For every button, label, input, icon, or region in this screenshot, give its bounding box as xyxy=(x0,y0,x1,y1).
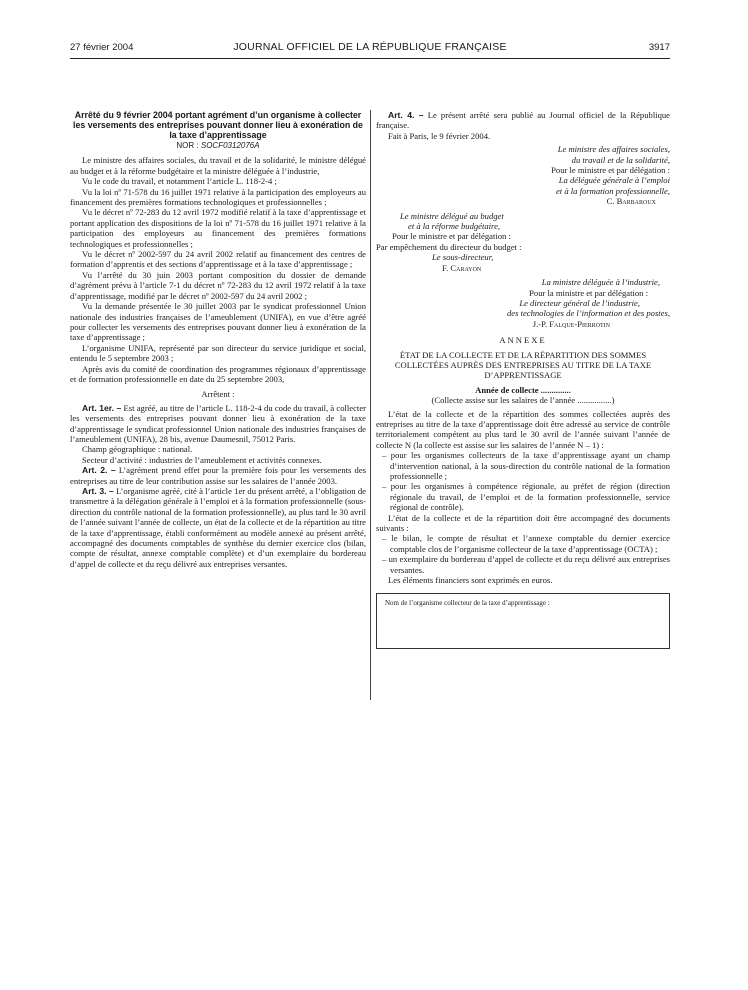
arretent-heading: Arrêtent : xyxy=(201,389,235,400)
preamble-paragraph: Vu la demande présentée le 30 juillet 2003 par le syndicat professionnel Union nationale des industries françaises de l’ameublement (UNIFA), en vue d’être agréé pour collecter les versements des entreprises pouvant donner lieu à exonération de la taxe d’apprentissage ; xyxy=(70,301,366,343)
signatory-role: Le sous-directeur, xyxy=(432,252,494,263)
signature-block-3 xyxy=(376,277,670,329)
list-item: – un exemplaire du bordereau d’appel de collecte et du reçu délivré aux entreprises versantes. xyxy=(382,554,670,575)
geographic-scope: Champ géographique : national. xyxy=(82,444,193,455)
signatory-role: Le ministre des affaires sociales, xyxy=(557,144,670,155)
left-column xyxy=(70,110,366,569)
signatory-role: du travail et de la solidarité, xyxy=(571,154,670,165)
article-3-text: L’organisme agréé, cité à l’article 1er du présent arrêté, a l’obligation de transmettre à la délégation générale à l’emploi et à la formation professionnelle (sous-direction du contrôle national de la formation professionnelle), au plus tard le 30 avril de l’année suivant l’année de collecte, un état de la collecte et de la répartition au titre de la taxe d’apprentissage, établi conformément au modèle annexé au présent arrêté, accompagné des documents comptables de synthèse du dernier exercice clos (bilan, compte de résultat, annexe comptable complète) et d’un exemplaire du bordereau d’appel de collecte et du reçu délivré aux entreprises versantes. xyxy=(70,486,366,569)
signatory-role: et à la formation professionnelle, xyxy=(555,185,670,196)
article-3-label: Art. 3. – xyxy=(82,486,114,496)
signatory-role: des technologies de l’information et des postes, xyxy=(506,308,670,319)
signatory-role: Le directeur général de l’industrie, xyxy=(519,297,640,308)
annex-paragraph: Les éléments financiers sont exprimés en euros. xyxy=(388,575,553,586)
signature-block-2 xyxy=(376,211,670,273)
signatory-name: C. Barbaroux xyxy=(606,196,656,207)
delegation-line: Pour le ministre et par délégation : xyxy=(392,231,511,242)
preamble-paragraph: Vu le code du travail, et notamment l’article L. 118-2-4 ; xyxy=(82,176,277,187)
header-rule xyxy=(70,58,670,59)
preamble-paragraph: Vu le décret nº 72-283 du 12 avril 1972 modifié relatif à la taxe d’apprentissage et portant application des dispositions de la loi nº 71-578 du 16 juillet 1971 relative à la participation des employeurs au financement des premières formations technologiques et professionnelles ; xyxy=(70,207,366,249)
article-4-label: Art. 4. – xyxy=(388,110,424,120)
article-2 xyxy=(70,465,366,486)
list-item: – le bilan, le compte de résultat et l’annexe comptable du dernier exercice comptable clos de l’organisme collecteur de la taxe d’apprentissage (OCTA) ; xyxy=(382,533,670,554)
preamble-paragraph: Vu l’arrêté du 30 juin 2003 portant composition du dossier de demande d’agrément prévu à l’article 7-1 du décret nº 72-283 du 12 avril 1972 relatif à la taxe d’apprentissage, modifié par le décret nº 2002-597 du 24 avril 2002 ; xyxy=(70,269,366,301)
article-1-label: Art. 1er. – xyxy=(82,402,122,413)
issue-date: 27 février 2004 xyxy=(70,42,134,53)
article-2-label: Art. 2. – xyxy=(82,465,116,476)
annex-heading: ANNEXE xyxy=(499,335,547,346)
annex-paragraph: L’état de la collecte et de la répartition doit être accompagné des documents suivants : xyxy=(376,512,670,534)
collector-name-label: Nom de l’organisme collecteur de la taxe d’apprentissage : xyxy=(385,599,550,608)
activity-sector: Secteur d’activité : industries de l’ameublement et activités connexes. xyxy=(82,454,322,465)
page-number: 3917 xyxy=(648,42,670,53)
collection-year: Année de collecte .............. xyxy=(475,384,571,395)
signatory-role: Le ministre délégué au budget xyxy=(400,210,504,221)
annex-title: ÉTAT DE LA COLLECTE ET DE LA RÉPARTITION DES SOMMES COLLECTÉES AUPRÈS DES ENTREPRISES AU TITRE DE LA TAXE D’APPRENTISSAGE xyxy=(394,349,652,381)
preamble-paragraph: Vu le décret nº 2002-597 du 24 avril 2002 relatif au financement des centres de formation d’apprentis et des sections d’apprentissage et à la taxe d’apprentissage ; xyxy=(70,249,366,270)
article-4-text: Le présent arrêté sera publié au Journal officiel de la République française. xyxy=(376,110,670,131)
delegation-line: Par empêchement du directeur du budget : xyxy=(376,241,522,252)
signatory-role: La ministre déléguée à l’industrie, xyxy=(541,277,660,288)
preamble-paragraph: Après avis du comité de coordination des programmes régionaux d’apprentissage et de formation professionnelle en date du 25 septembre 2003, xyxy=(70,363,366,384)
journal-title: JOURNAL OFFICIEL DE LA RÉPUBLIQUE FRANÇAISE xyxy=(233,41,507,53)
signatory-role: et à la réforme budgétaire, xyxy=(408,221,501,232)
nor-label: NOR : xyxy=(176,141,199,150)
delegation-line: Pour le ministre et par délégation : xyxy=(551,165,670,176)
list-item: – pour les organismes à compétence régionale, au préfet de région (direction régionale du travail, de l’emploi et de la formation professionnelle, service régional de contrôle). xyxy=(382,481,670,513)
nor-reference xyxy=(70,141,366,151)
preamble-paragraph: L’organisme UNIFA, représenté par son directeur du service juridique et social, entendu le 5 septembre 2003 ; xyxy=(70,342,366,364)
signatory-name: F. Carayon xyxy=(442,262,482,273)
collector-name-box xyxy=(376,593,670,649)
article-2-text: L’agrément prend effet pour la première fois pour les versements des entreprises au titre de leur contribution assise sur les salaires de l’année 2003. xyxy=(70,465,366,486)
list-item: – pour les organismes collecteurs de la taxe d’apprentissage ayant un champ d’intervention national, à la sous-direction du contrôle national de la formation professionnelle ; xyxy=(382,450,670,481)
article-3 xyxy=(70,486,366,569)
collection-year-note: (Collecte assise sur les salaires de l’année ................) xyxy=(431,395,615,406)
delegation-line: Pour la ministre et par délégation : xyxy=(529,287,648,298)
signatory-role: La déléguée générale à l’emploi xyxy=(558,175,670,186)
decree-title: Arrêté du 9 février 2004 portant agrément d’un organisme à collecter les versements des entreprises pouvant donner lieu à exonération de la taxe d’apprentissage xyxy=(73,110,363,140)
right-column xyxy=(376,110,670,649)
article-1 xyxy=(70,403,366,445)
page-header xyxy=(70,38,670,54)
column-separator xyxy=(370,110,371,700)
preamble-paragraph: Vu la loi nº 71-578 du 16 juillet 1971 relative à la participation des employeurs au financement des premières formations technologiques et professionnelles ; xyxy=(70,186,366,208)
article-1-text: Est agréé, au titre de l’article L. 118-2-4 du code du travail, à collecter les versements des entreprises pouvant donner lieu à exonération de la taxe d’apprentissage le syndicat professionnel Union nationale des industries françaises de l’ameublement (UNIFA), 28 bis, avenue Daumesnil, 75012 Paris. xyxy=(70,402,366,444)
annex-paragraph: L’état de la collecte et de la répartition des sommes collectées auprès des entreprises au titre de la taxe d’apprentissage doit être adressé au service de contrôle territorialement compétent au plus tard le 30 avril de l’année suivant l’année de collecte N (la collecte est assise sur les salaires de l’année N – 1) : xyxy=(376,408,670,450)
signature-date: Fait à Paris, le 9 février 2004. xyxy=(388,130,491,141)
article-4 xyxy=(376,110,670,131)
signatory-name: J.-P. Falque-Pierrotin xyxy=(532,318,610,329)
nor-code: SOCF0312076A xyxy=(200,141,260,150)
preamble xyxy=(70,155,366,384)
signature-block-1 xyxy=(376,144,670,206)
preamble-paragraph: Le ministre des affaires sociales, du travail et de la solidarité, le ministre délégué au budget et à la réforme budgétaire et la ministre déléguée à l’industrie, xyxy=(70,155,366,176)
